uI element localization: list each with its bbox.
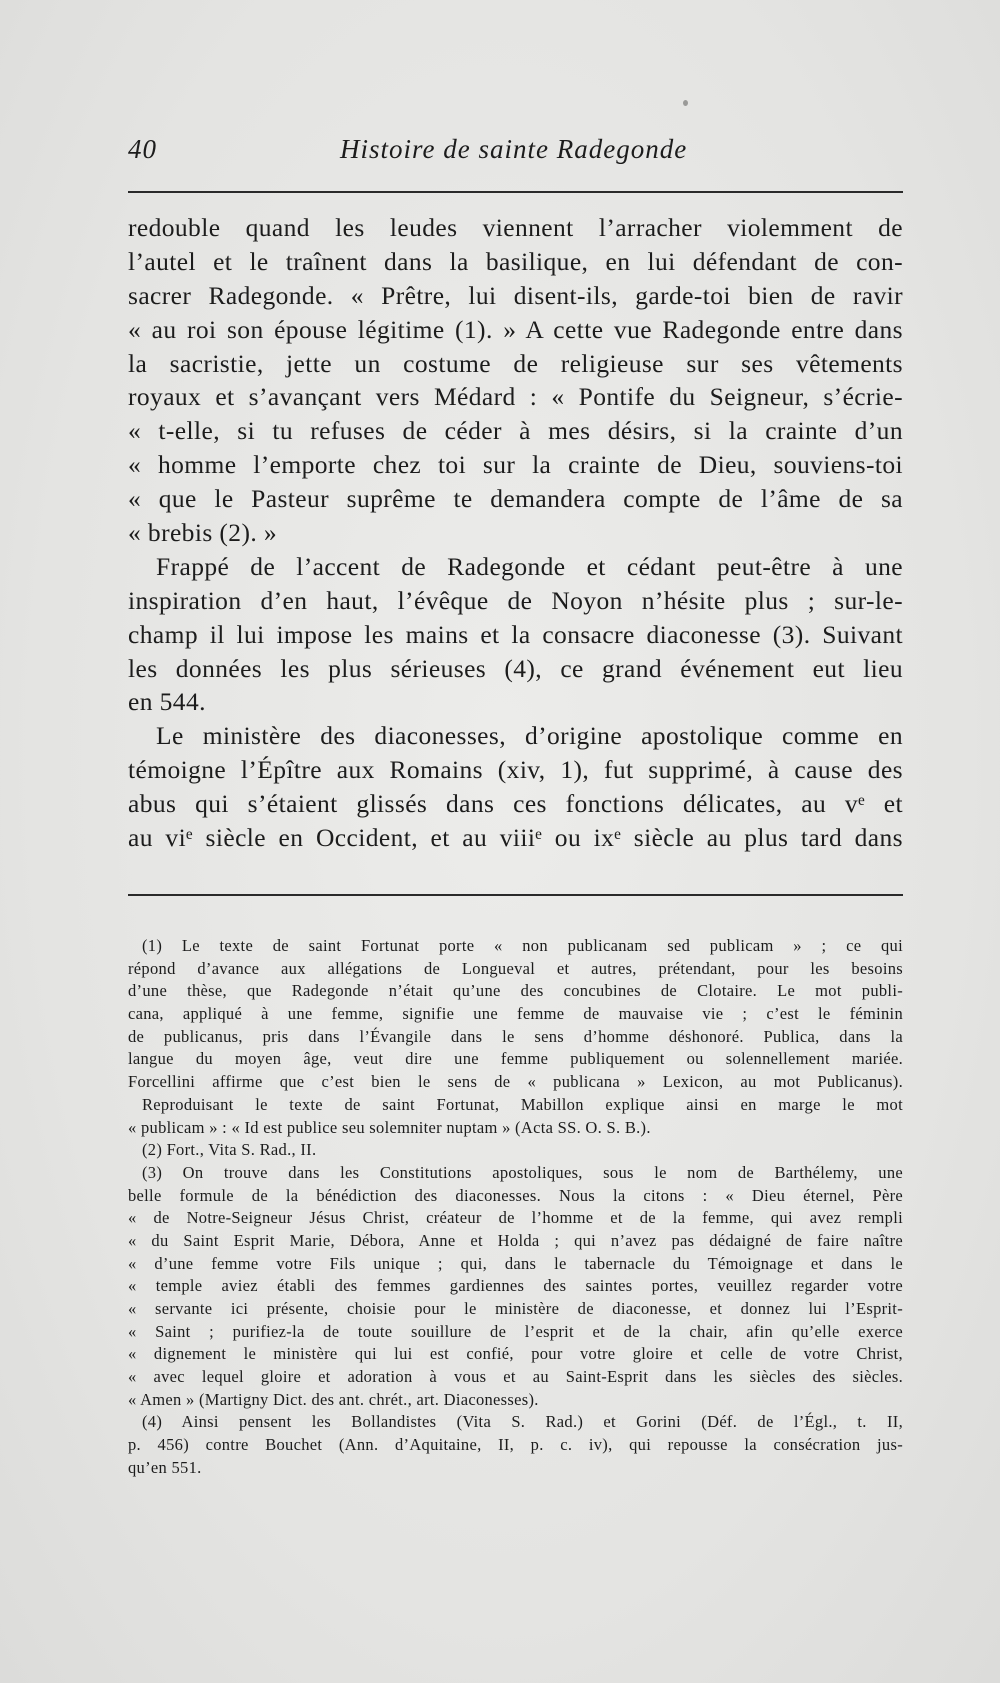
- paper-speck: [683, 100, 688, 106]
- page-number: 40: [128, 134, 157, 164]
- footnote-line: « servante ici présente, choisie pour le ministère de diaconesse, et donnez lui l’Esprit-: [128, 1299, 903, 1318]
- text-line: Le ministère des diaconesses, d’origine apostolique comme en: [156, 721, 903, 751]
- text-line: la sacristie, jette un costume de religieuse sur ses vêtements: [128, 348, 903, 378]
- footnote-line: belle formule de la bénédiction des diaconesses. Nous la citons : « Dieu éternel, Père: [128, 1185, 903, 1205]
- footnote-line: qu’en 551.: [128, 1457, 202, 1477]
- footnote-line: « d’une femme votre Fils unique ; qui, dans le tabernacle du Témoignage et dans le: [128, 1253, 903, 1273]
- footnote-line: répond d’avance aux allégations de Longueval et autres, prétendant, pour les besoins: [128, 958, 903, 978]
- footnote-line: (3) On trouve dans les Constitutions apostoliques, sous le nom de Barthélemy, une: [142, 1162, 903, 1182]
- text-line: Frappé de l’accent de Radegonde et cédant peut-être à une: [156, 551, 903, 581]
- footnote-line: (4) Ainsi pensent les Bollandistes (Vita S. Rad.) et Gorini (Déf. de l’Égl., t. II,: [142, 1412, 903, 1432]
- text-line: les données les plus sérieuses (4), ce grand événement eut lieu: [128, 653, 903, 683]
- text-line: l’autel et le traînent dans la basilique, en lui défendant de con-: [128, 246, 903, 276]
- text-line: « au roi son épouse légitime (1). » A cette vue Radegonde entre dans: [128, 314, 903, 344]
- footnotes: [128, 935, 903, 1480]
- footnote-line: « avec lequel gloire et adoration à vous et au Saint-Esprit dans les siècles des siècles.: [128, 1367, 903, 1387]
- footnote-line: « temple aviez établi des femmes gardiennes des saintes portes, veuillez regarder votre: [128, 1276, 903, 1296]
- running-title: Histoire de sainte Radegonde: [340, 134, 688, 164]
- text-line: abus qui s’étaient glissés dans ces fonctions délicates, au vᵉ et: [128, 789, 903, 819]
- footnote-line: Reproduisant le texte de saint Fortunat, Mabillon explique ainsi en marge le mot: [142, 1094, 903, 1114]
- text-line: en 544.: [128, 687, 206, 717]
- text-line: « t-elle, si tu refuses de céder à mes désirs, si la crainte d’un: [128, 416, 903, 446]
- text-line: au viᵉ siècle en Occident, et au viiiᵉ ou ixᵉ siècle au plus tard dans: [128, 823, 903, 853]
- text-line: « que le Pasteur suprême te demandera compte de l’âme de sa: [128, 484, 903, 514]
- header-rule: [128, 191, 903, 193]
- text-line: témoigne l’Épître aux Romains (xiv, 1), fut supprimé, à cause des: [128, 755, 903, 785]
- footnote-line: d’une thèse, que Radegonde n’était qu’une des concubines de Clotaire. Le mot publi-: [128, 981, 903, 1001]
- text-line: royaux et s’avançant vers Médard : « Pontife du Seigneur, s’écrie-: [128, 382, 903, 412]
- footnote-line: (1) Le texte de saint Fortunat porte « non publicanam sed publicam » ; ce qui: [142, 936, 903, 955]
- footnote-line: « Amen » (Martigny Dict. des ant. chrét., art. Diaconesses).: [128, 1389, 539, 1409]
- footnote-line: p. 456) contre Bouchet (Ann. d’Aquitaine, II, p. c. iv), qui repousse la consécration jus-: [128, 1435, 903, 1455]
- text-line: « homme l’emporte chez toi sur la crainte de Dieu, souviens-toi: [128, 450, 903, 480]
- footnote-line: langue du moyen âge, veut dire une femme publiquement ou solennellement mariée.: [128, 1049, 903, 1069]
- footnote-line: « publicam » : « Id est publice seu solemniter nuptam » (Acta SS. O. S. B.).: [128, 1117, 651, 1137]
- page-header: [128, 134, 903, 174]
- text-line: redouble quand les leudes viennent l’arracher violemment de: [128, 213, 903, 242]
- main-text: [128, 211, 903, 855]
- footnote-line: « du Saint Esprit Marie, Débora, Anne et Holda ; qui n’avez pas dédaigné de faire naître: [128, 1230, 903, 1250]
- footnote-line: cana, appliqué à une femme, signifie une femme de mauvaise vie ; c’est le féminin: [128, 1004, 903, 1024]
- text-line: inspiration d’en haut, l’évêque de Noyon n’hésite plus ; sur-le-: [128, 585, 903, 615]
- footnote-rule: [128, 894, 903, 896]
- text-line: sacrer Radegonde. « Prêtre, lui disent-ils, garde-toi bien de ravir: [128, 280, 903, 310]
- text-line: « brebis (2). »: [128, 518, 278, 548]
- footnote-line: (2) Fort., Vita S. Rad., II.: [142, 1140, 317, 1160]
- footnote-line: Forcellini affirme que c’est bien le sens de « publicana » Lexicon, au mot Publicanus).: [128, 1072, 903, 1092]
- footnote-line: « de Notre-Seigneur Jésus Christ, créateur de l’homme et de la femme, qui avez rempli: [128, 1208, 903, 1228]
- footnote-line: de publicanus, pris dans l’Évangile dans le sens d’homme déshonoré. Publica, dans la: [128, 1026, 903, 1046]
- footnote-line: « dignement le ministère qui lui est confié, pour votre gloire et celle de votre Christ,: [128, 1344, 903, 1364]
- text-line: champ il lui impose les mains et la consacre diaconesse (3). Suivant: [128, 619, 903, 649]
- footnote-line: « Saint ; purifiez-la de toute souillure de l’esprit et de la chair, afin qu’elle exerce: [128, 1321, 903, 1341]
